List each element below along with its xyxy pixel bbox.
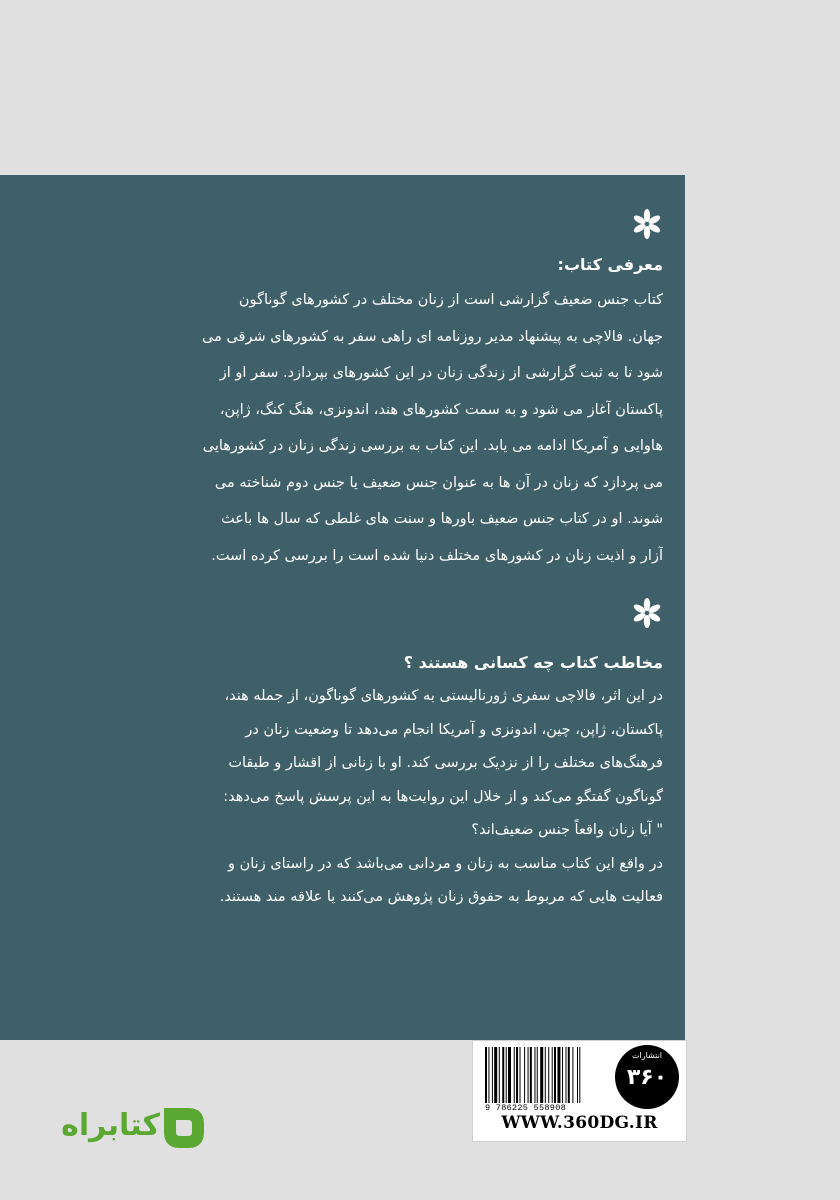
brand-name: کتابراه xyxy=(61,1108,160,1143)
audience-line: فرهنگ‌های مختلف را از نزدیک بررسی کند. او با زنانی از اقشار و طبقات xyxy=(228,755,663,771)
intro-line: کتاب جنس ضعیف گزارشی است از زنان مختلف در کشورهای گوناگون xyxy=(238,292,663,308)
back-cover-panel xyxy=(0,175,685,1040)
publisher-mark: ۳۶۰ xyxy=(626,1065,668,1090)
publisher-word: انتشارات xyxy=(631,1051,663,1060)
audience-line: گوناگون گفتگو می‌کند و از خلال این روایت‌ها به این پرسش پاسخ می‌دهد: xyxy=(223,788,663,805)
asterisk-icon xyxy=(631,597,663,629)
asterisk-icon xyxy=(631,208,663,240)
intro-line: می پردازد که زنان در آن ها به عنوان جنس ضعیف یا جنس دوم شناخته می xyxy=(214,474,663,491)
intro-line: هاوایی و آمریکا ادامه می یابد. این کتاب به بررسی زندگی زنان در کشورهایی xyxy=(202,438,663,454)
intro-line: شوند. او در کتاب جنس ضعیف باورها و سنت های غلطی که سال ها باعث xyxy=(220,511,663,527)
intro-heading: معرفی کتاب: xyxy=(557,255,663,274)
barcode-box xyxy=(472,1040,687,1142)
audience-line: پاکستان، ژاپن، چین، اندونزی و آمریکا انجام می‌دهد تا وضعیت زنان در xyxy=(245,721,663,738)
audience-heading: مخاطب کتاب چه کسانی هستند ؟ xyxy=(403,653,663,672)
isbn-number: 9 786225 558908 xyxy=(485,1103,567,1113)
audience-line: " آیا زنان واقعاً جنس ضعیف‌اند؟ xyxy=(471,822,663,838)
intro-line: شود تا به ثبت گزارشی از زندگی زنان در این کشورهای بپردازد. سفر او از xyxy=(219,365,663,381)
intro-paragraph xyxy=(150,282,663,574)
publisher-website: WWW.360DG.IR xyxy=(501,1113,658,1133)
audience-line: در واقع این کتاب مناسب به زنان و مردانی می‌باشد که در راستای زنان و xyxy=(228,855,663,872)
book-leaf-icon xyxy=(158,1102,210,1154)
audience-line: فعالیت هایی که مربوط به حقوق زنان پژوهش می‌کنند یا علاقه مند هستند. xyxy=(219,889,663,905)
ketabrah-logo xyxy=(40,1100,210,1160)
audience-paragraph xyxy=(150,680,663,915)
barcode xyxy=(485,1047,613,1103)
intro-line: جهان. فالاچی به پیشنهاد مدیر روزنامه ای راهی سفر به کشورهای شرقی می xyxy=(201,328,663,345)
publisher-logo xyxy=(615,1045,679,1109)
intro-line: پاکستان آغاز می شود و به سمت کشورهای هند، اندونزی، هنگ کنگ، ژاپن، xyxy=(219,401,663,418)
intro-line: آزار و اذیت زنان در کشورهای مختلف دنیا شده است را بررسی کرده است. xyxy=(211,547,663,564)
audience-line: در این اثر، فالاچی سفری ژورنالیستی به کشورهای گوناگون، از جمله هند، xyxy=(224,688,663,704)
